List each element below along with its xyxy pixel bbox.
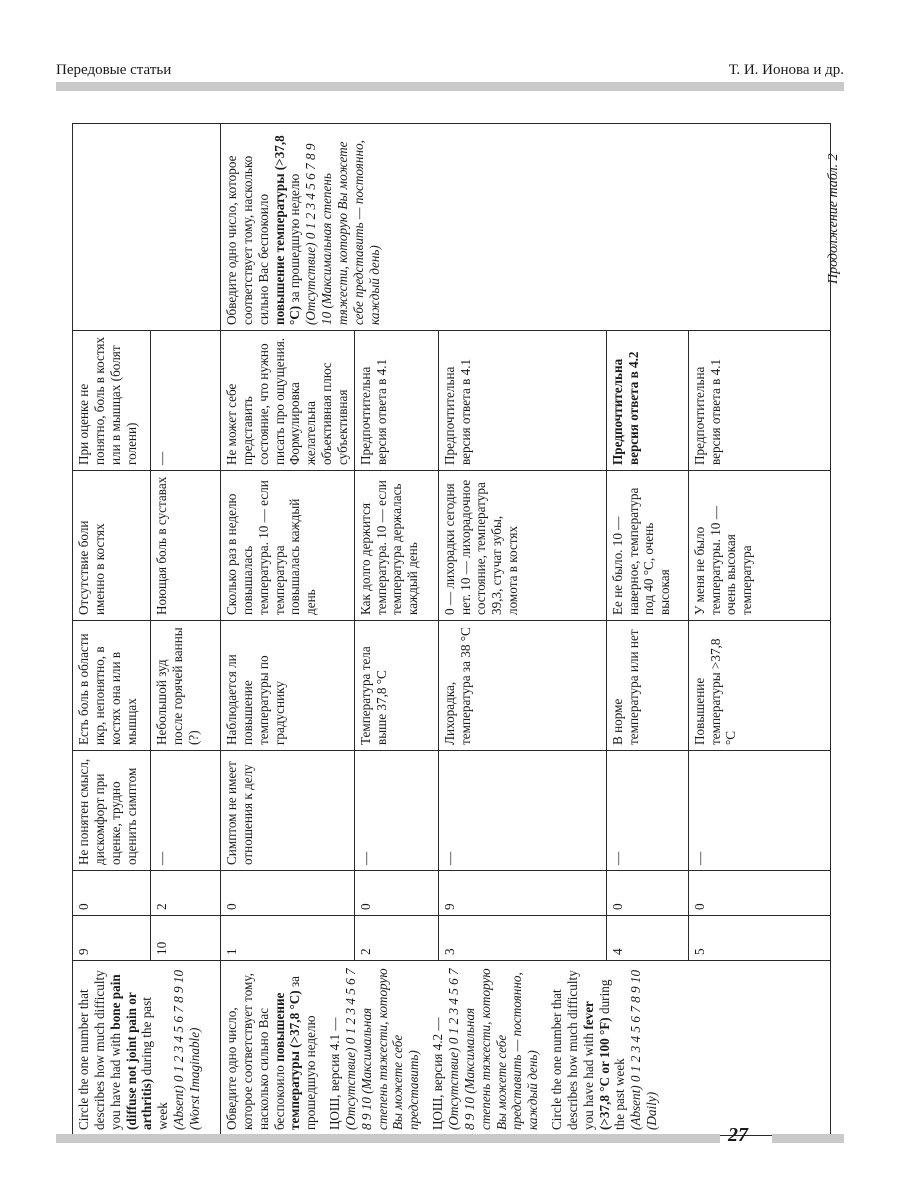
item-en-bone-pain: Circle the one number that describes how much difficulty you have had with bone pain (diffuse not joint pain or arthritis) during the past week (Absent) 0 1 2 3 4 5 6 7 8 9 10 (Worst Imaginable) bbox=[73, 961, 221, 1136]
comment-cell: Симптом не имеет отношения к делу bbox=[221, 751, 355, 871]
comment-cell: Предпочтительна версия ответа в 4.1 bbox=[688, 331, 830, 471]
results-table bbox=[72, 123, 831, 1136]
comment-cell: Сколько раз в неделю повышалась температура. 10 — если температура повышалась каждый день bbox=[221, 471, 355, 621]
comment-cell: Небольшой зуд после горячей ванны (?) bbox=[151, 621, 221, 751]
header-rule bbox=[56, 82, 844, 91]
comment-cell: Как долго держится температура. 10 — если температура держалась каждый день bbox=[354, 471, 438, 621]
version-4-1-title: ЦОШ, версия 4.1 — bbox=[327, 1017, 343, 1130]
respondent-number: 2 bbox=[354, 916, 438, 961]
scale-en-bone-pain: (Absent) 0 1 2 3 4 5 6 7 8 9 10 (Worst Imaginable) bbox=[171, 969, 202, 1130]
respondent-number: 4 bbox=[606, 916, 688, 961]
running-header-section: Передовые статьи bbox=[56, 62, 172, 78]
running-header-authors: Т. И. Ионова и др. bbox=[728, 62, 844, 78]
score-cell: 0 bbox=[73, 871, 151, 916]
version-4-2-scale: (Отсутствие) 0 1 2 3 4 5 6 7 8 9 10 (Максимальная степень тяжести, которую Вы можете себе представить — постоянно, каждый день) bbox=[445, 968, 541, 1130]
table-caption-text: Продолжение табл. 2 bbox=[826, 153, 841, 284]
comment-cell: — bbox=[438, 751, 606, 871]
score-cell: 0 bbox=[354, 871, 438, 916]
score-cell: 0 bbox=[221, 871, 355, 916]
respondent-number: 5 bbox=[688, 916, 830, 961]
comment-cell: Повышение температуры >37,8 °C bbox=[688, 621, 830, 751]
comment-cell: Предпочтительна версия ответа в 4.1 bbox=[438, 331, 606, 471]
comment-cell: Предпочтительна версия ответа в 4.2 bbox=[606, 331, 688, 471]
footer-rule-left bbox=[56, 1134, 720, 1143]
score-cell: 2 bbox=[151, 871, 221, 916]
comment-cell: — bbox=[354, 751, 438, 871]
score-cell: 0 bbox=[606, 871, 688, 916]
comment-cell: Наблюдается ли повышение температуры по градуснику bbox=[221, 621, 355, 751]
footer-rule-right bbox=[772, 1134, 844, 1143]
comment-cell: Лихорадка, температура за 38 °C bbox=[438, 621, 606, 751]
comment-cell: Не понятен смысл, дискомфорт при оценке, трудно оценить симптом bbox=[73, 751, 151, 871]
comment-cell: Ноющая боль в суставах bbox=[151, 471, 221, 621]
final-wording-cell: Обведите одно число, которое соответствует тому, насколько сильно Вас беспокоило повышение температуры (>37,8 °C) за прошедшую неделю (Отсутствие) 0 1 2 3 4 5 6 7 8 9 10 (Максимальная степень тяжести, которую Вы можете себе представить — постоянно, каждый день) bbox=[221, 124, 831, 331]
comment-cell: Отсутствие боли именно в костях bbox=[73, 471, 151, 621]
table-row bbox=[221, 124, 355, 1136]
comment-cell: Не может себе представить состояние, что нужно писать про ощущения. Формулировка желательна объективная плюс субъективная bbox=[221, 331, 355, 471]
comment-cell: — bbox=[151, 331, 221, 471]
table-row bbox=[73, 124, 151, 1136]
version-4-2-title: ЦОШ, версия 4.2 — bbox=[430, 1017, 446, 1130]
final-wording-scale: (Отсутствие) 0 1 2 3 4 5 6 7 8 9 10 (Максимальная степень тяжести, которую Вы можете себе представить — постоянно, каждый день) bbox=[303, 140, 382, 325]
comment-cell: У меня не было температуры. 10 — очень высокая температура bbox=[688, 471, 830, 621]
item-en-fever: Circle the one number that describes how much difficulty you have had with fever (>37,8 °C or 100 °F) during the past week bbox=[549, 970, 628, 1130]
comment-cell: Предпочтительна версия ответа в 4.1 bbox=[354, 331, 438, 471]
score-cell: 9 bbox=[438, 871, 606, 916]
scale-en-fever: (Absent) 0 1 2 3 4 5 6 7 8 9 10 (Daily) bbox=[628, 969, 660, 1130]
comment-cell: Температура тела выше 37,8 °C bbox=[354, 621, 438, 751]
respondent-number: 9 bbox=[73, 916, 151, 961]
rotated-table bbox=[72, 124, 812, 1136]
respondent-number: 1 bbox=[221, 916, 355, 961]
comment-cell: 0 — лихорадки сегодня нет. 10 — лихорадочное состояние, температура 39,3, стучат зубы, ломота в костях bbox=[438, 471, 606, 621]
comment-cell: Есть боль в области икр, непонятно, в костях она или в мышцах bbox=[73, 621, 151, 751]
respondent-number: 10 bbox=[151, 916, 221, 961]
page-number: 27 bbox=[728, 1124, 748, 1146]
version-4-1-scale: (Отсутствие) 0 1 2 3 4 5 6 7 8 9 10 (Максимальная степень тяжести, которую Вы можете себе представить) bbox=[342, 968, 422, 1130]
empty-cell bbox=[73, 124, 221, 331]
item-ru-fever: Обведите одно число, которое соответствует тому, насколько сильно Вас беспокоило повышение температуры (>37,8 °C) за прошедшую неделю ЦОШ, версия 4.1 — (Отсутствие) 0 1 2 3 4 5 6 7 8 9 10 (Максимальная степень тяжести, которую Вы можете себе представить) ЦОШ, версия 4.2 — (Отсутствие) 0 1 2 3 4 5 6 7 8 9 10 (Максимальная степень тяжести, которую Вы можете себе представить — постоянно, каждый день) Circle the one number that describes how much difficulty you have had with fever (>37,8 °C or 100 °F) during the past week (Absent) 0 1 2 3 4 5 6 7 8 9 10 (Daily) bbox=[221, 961, 831, 1136]
score-cell: 0 bbox=[688, 871, 830, 916]
comment-cell: — bbox=[688, 751, 830, 871]
comment-cell: При оценке не понятно, боль в костях или в мышцах (болят голени) bbox=[73, 331, 151, 471]
comment-cell: — bbox=[606, 751, 688, 871]
comment-cell: В норме температура или нет bbox=[606, 621, 688, 751]
comment-cell: — bbox=[151, 751, 221, 871]
respondent-number: 3 bbox=[438, 916, 606, 961]
comment-cell: Ее не было. 10 — наверное, температура под 40 °C, очень высокая bbox=[606, 471, 688, 621]
